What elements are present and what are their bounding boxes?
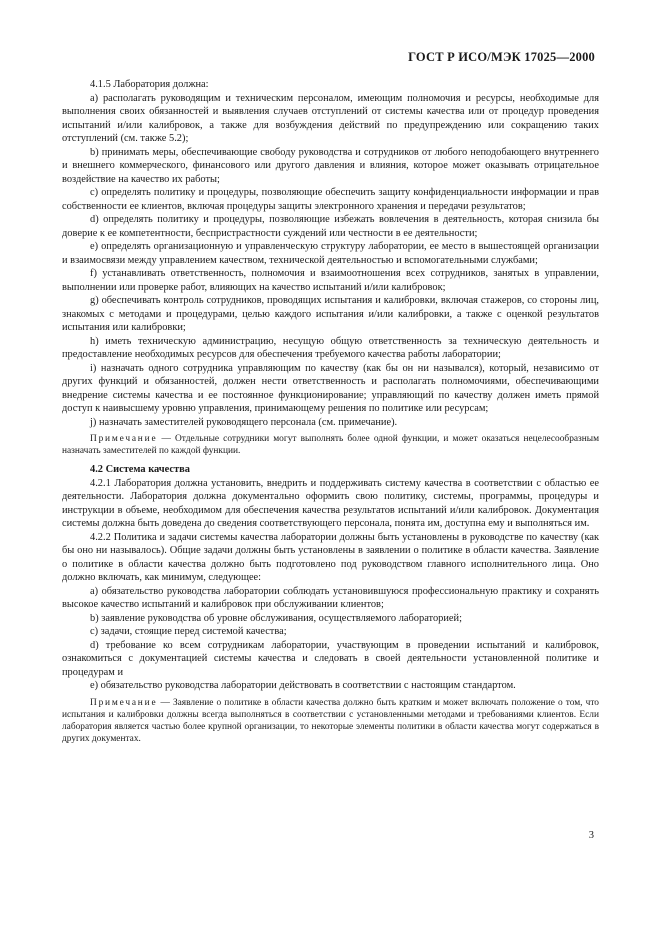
clause-4-2-2-note <box>62 697 599 745</box>
section-4-2-title: 4.2 Система качества <box>90 464 190 475</box>
clause-4-1-5-item-b: b) принимать меры, обеспечивающие свободу руководства и сотрудников от любого неподобающего внутреннего и внешнего коммерческого, финансового или другого давления и влияния, которое может оказывать отрицательное воздействие на качество их работы; <box>62 146 599 185</box>
document-body <box>62 78 599 751</box>
page-number: 3 <box>588 830 594 841</box>
note-text: — Отдельные сотрудники могут выполнять более одной функции, и может оказаться нецелесообразным назначать заместителей по каждой функции. <box>62 434 599 456</box>
clause-4-2-2-item-d: d) требование ко всем сотрудникам лаборатории, участвующим в проведении испытаний и калибровок, ознакомиться с документацией системы качества и следовать в своей деятельности установленной политике и процедурам и <box>62 639 599 678</box>
clause-4-1-5-item-i: i) назначать одного сотрудника управляющим по качеству (как бы он ни назывался), который, независимо от других функций и обязанностей, должен нести ответственность и располагать полномочиями, обеспечивающими внедрение системы качества и ее постоянное функционирование; управляющий по качеству должен иметь прямой доступ к наивысшему уровню управления, принимающему решения по политике или ресурсам; <box>62 362 599 414</box>
clause-4-2-2-item-b: b) заявление руководства об уровне обслуживания, осуществляемого лабораторией; <box>90 612 462 624</box>
clause-4-2-2: 4.2.2 Политика и задачи системы качества лаборатории должны быть установлены в руководстве по качеству (как бы оно ни называлось). Общие задачи должны быть установлены в заявлении о политике в области качества. Заявление о политике в области качества должно быть подготовлено под руководством главного исполнительного лица. Оно должно включать, как минимум, следующее: <box>62 531 599 583</box>
note-text: — Заявление о политике в области качества должно быть кратким и может включать положение о том, что испытания и калибровки должны всегда выполняться в соответствии с установленными методами и требованиями клиентов. Если лаборатория является частью более крупной организации, то некоторые элементы политики в области качества могут содержаться в других документах. <box>62 697 599 744</box>
clause-4-1-5-item-h: h) иметь техническую администрацию, несущую общую ответственность за техническую деятельность и предоставление необходимых ресурсов для обеспечения требуемого качества работы лаборатории; <box>62 335 599 360</box>
clause-4-2-1: 4.2.1 Лаборатория должна установить, внедрить и поддерживать систему качества в соответствии с областью ее деятельности. Лаборатория должна документально оформить свою политику, системы, программы, процедуры и инструкции в объеме, необходимом для обеспечения качества результатов испытаний и/или калибровок. Документация системы должна быть доведена до сведения соответствующего персонала, понята им, доступна ему и выполняться им. <box>62 477 599 529</box>
clause-4-1-5-heading: 4.1.5 Лаборатория должна: <box>90 79 209 90</box>
clause-4-1-5-note <box>62 433 599 457</box>
clause-4-2-2-item-e: e) обязательство руководства лаборатории действовать в соответствии с настоящим стандартом. <box>90 680 516 691</box>
clause-4-2-2-item-c: c) задачи, стоящие перед системой качества; <box>90 626 287 637</box>
clause-4-1-5-item-f: f) устанавливать ответственность, полномочия и взаимоотношения всех сотрудников, занятых в управлении, выполнении или проверке работ, влияющих на качество испытаний и/или калибровок; <box>62 268 599 293</box>
clause-4-1-5-item-d: d) определять политику и процедуры, позволяющие избежать вовлечения в деятельность, которая снизила бы доверие к ее компетентности, беспристрастности суждений или честности в ее деятельности; <box>62 214 599 239</box>
clause-4-1-5-item-j: j) назначать заместителей руководящего персонала (см. примечание). <box>90 416 398 428</box>
clause-4-1-5-item-c: c) определять политику и процедуры, позволяющие обеспечить защиту конфиденциальности информации и прав собственности ее клиентов, включая процедуры защиты электронного хранения и передачи результатов; <box>62 187 599 212</box>
clause-4-1-5-item-a: a) располагать руководящим и техническим персоналом, имеющим полномочия и ресурсы, необходимые для выполнения своих обязанностей и выявления случаев отступлений от системы качества или от процедур проведения испытаний и/или калибровок, а также для возбуждения действий по предупреждению или сокращению таких отступлений (см. также 5.2); <box>62 92 599 144</box>
clause-4-1-5-item-g: g) обеспечивать контроль сотрудников, проводящих испытания и калибровки, включая стажеров, со стороны лиц, знакомых с методами и процедурами, целью каждого испытания и/или калибровки, а также с оценкой результатов испытания или калибровки; <box>62 295 599 333</box>
note-label: Примечание <box>90 697 158 708</box>
clause-4-1-5-item-e: e) определять организационную и управленческую структуру лаборатории, ее место в вышестоящей организации и взаимосвязи между управлением качеством, технической деятельностью и вспомогательными службами; <box>62 241 599 266</box>
note-label: Примечание <box>90 434 158 444</box>
standard-header: ГОСТ Р ИСО/МЭК 17025—2000 <box>408 50 595 64</box>
clause-4-2-2-item-a: a) обязательство руководства лаборатории соблюдать установившуюся профессиональную практику и сохранять высокое качество испытаний и калибровок при обслуживании клиентов; <box>62 585 599 610</box>
